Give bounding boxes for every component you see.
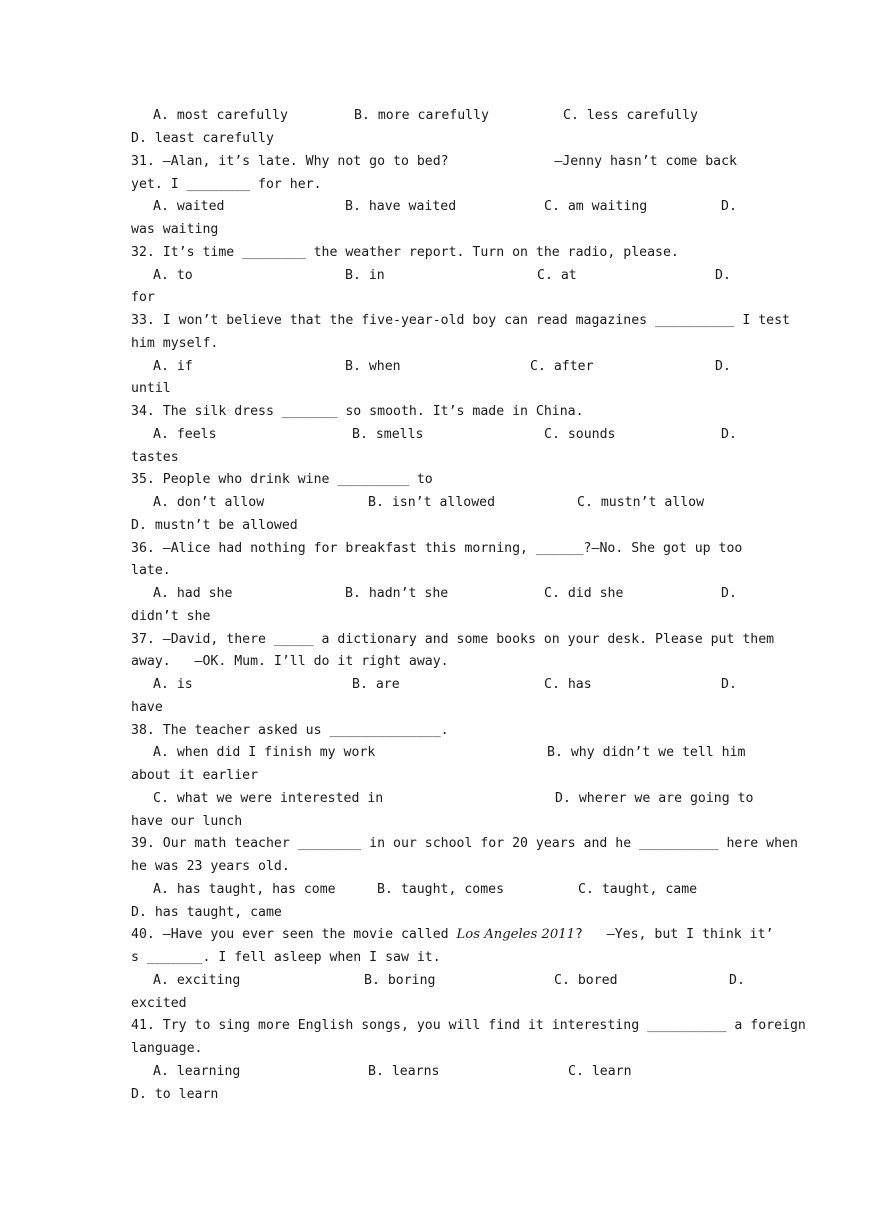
q40-option-b: B. boring: [364, 973, 436, 988]
q39-option-d: D. has taught, came: [131, 905, 282, 920]
q39-option-c: C. taught, came: [578, 882, 698, 897]
q40-option-d: D.: [729, 973, 745, 988]
q40-option-c: C. bored: [554, 973, 618, 988]
q33-option-a: A. if: [153, 359, 193, 374]
q30-option-d: D. least carefully: [131, 131, 274, 146]
q37-option-a: A. is: [153, 677, 193, 692]
q41-option-a: A. learning: [153, 1064, 241, 1079]
q32-option-c: C. at: [537, 268, 577, 283]
q33-stem-line2: him myself.: [131, 336, 219, 351]
q41-option-c: C. learn: [568, 1064, 632, 1079]
q31-stem-line1: [131, 154, 737, 170]
q36-option-a: A. had she: [153, 586, 233, 601]
q33-option-c: C. after: [530, 359, 594, 374]
q37-stem-line1: 37. —David, there _____ a dictionary and some books on your desk. Please put them: [131, 632, 775, 647]
q35-option-d: D. mustn’t be allowed: [131, 518, 298, 533]
q38-stem: 38. The teacher asked us ______________.: [131, 723, 449, 738]
q36-option-b: B. hadn’t she: [345, 586, 449, 601]
q30-option-a: A. most carefully: [153, 108, 288, 123]
q33-option-d: D.: [715, 359, 731, 374]
q34-option-d: D.: [721, 427, 737, 442]
q30-option-c: C. less carefully: [563, 108, 698, 123]
q36-stem-a: 36. —Alice had nothing for breakfast this morning, ______?: [131, 541, 592, 556]
q31-option-a: A. waited: [153, 199, 225, 214]
q38-option-c: C. what we were interested in: [153, 791, 384, 806]
q32-option-d: D.: [715, 268, 731, 283]
q39-option-b: B. taught, comes: [377, 882, 505, 897]
q33-stem-line1: 33. I won’t believe that the five-year-old boy can read magazines __________ I test: [131, 313, 790, 328]
q38-option-a: A. when did I finish my work: [153, 745, 376, 760]
q41-stem-line1: 41. Try to sing more English songs, you will find it interesting __________ a foreign: [131, 1018, 806, 1033]
q36-stem-line2: late.: [131, 563, 171, 578]
q34-option-a: A. feels: [153, 427, 217, 442]
q38-option-d: D. wherer we are going to: [555, 791, 754, 806]
q37-stem-line2: away. —OK. Mum. I’ll do it right away.: [131, 654, 449, 669]
q36-stem-b: —No. She got up too: [591, 541, 743, 556]
q31-option-c: C. am waiting: [544, 199, 648, 214]
q34-stem: 34. The silk dress _______ so smooth. It’s made in China.: [131, 404, 584, 419]
q35-option-a: A. don’t allow: [153, 495, 265, 510]
q41-option-b: B. learns: [368, 1064, 440, 1079]
q31-option-d-text: was waiting: [131, 222, 219, 237]
q40-stem-a-text: 40. —Have you ever seen the movie called: [131, 927, 457, 942]
q32-option-d-text: for: [131, 290, 155, 305]
q33-option-d-text: until: [131, 381, 171, 396]
q38-option-b: B. why didn’t we tell him: [547, 745, 746, 760]
q39-option-a: A. has taught, has come: [153, 882, 336, 897]
q36-option-d-text: didn’t she: [131, 609, 211, 624]
q31-option-b: B. have waited: [345, 199, 457, 214]
q34-option-b: B. smells: [352, 427, 424, 442]
q30-option-b: B. more carefully: [354, 108, 489, 123]
q38-option-d-cont: have our lunch: [131, 814, 243, 829]
q38-option-b-cont: about it earlier: [131, 768, 259, 783]
q35-stem: 35. People who drink wine _________ to: [131, 472, 433, 487]
q41-options: [153, 1064, 737, 1144]
q41-option-d: D. to learn: [131, 1087, 219, 1102]
q35-option-b: B. isn’t allowed: [368, 495, 496, 510]
q36-option-c: C. did she: [544, 586, 624, 601]
q34-option-c: C. sounds: [544, 427, 616, 442]
q39-stem-line1: 39. Our math teacher ________ in our school for 20 years and he __________ here when: [131, 836, 798, 851]
q40-stem-a: [131, 927, 575, 943]
q40-stem-line2: s _______. I fell asleep when I saw it.: [131, 950, 441, 965]
q40-movie-title: Los Angeles 2011: [456, 927, 575, 942]
q37-option-d: D.: [721, 677, 737, 692]
q35-option-c: C. mustn’t allow: [577, 495, 705, 510]
q37-option-c: C. has: [544, 677, 592, 692]
q31-stem-line2: yet. I ________ for her.: [131, 177, 322, 192]
q37-option-d-text: have: [131, 700, 163, 715]
q41-stem-line2: language.: [131, 1041, 203, 1056]
q40-stem-line1: [131, 927, 774, 943]
q36-option-d: D.: [721, 586, 737, 601]
q40-stem-b: ? —Yes, but I think it’: [575, 927, 774, 942]
q32-option-a: A. to: [153, 268, 193, 283]
q33-option-b: B. when: [345, 359, 401, 374]
q39-stem-line2: he was 23 years old.: [131, 859, 290, 874]
q31-stem-b: —Jenny hasn’t come back: [554, 154, 737, 169]
q31-stem-a: 31. —Alan, it’s late. Why not go to bed?: [131, 154, 449, 169]
q30-options: [153, 108, 737, 188]
q32-option-b: B. in: [345, 268, 385, 283]
q37-option-b: B. are: [352, 677, 400, 692]
q32-stem: 32. It’s time ________ the weather report. Turn on the radio, please.: [131, 245, 679, 260]
q40-option-d-text: excited: [131, 996, 187, 1011]
q40-option-a: A. exciting: [153, 973, 241, 988]
q36-stem-line1: [131, 541, 743, 557]
q34-option-d-text: tastes: [131, 450, 179, 465]
q31-option-d: D.: [721, 199, 737, 214]
